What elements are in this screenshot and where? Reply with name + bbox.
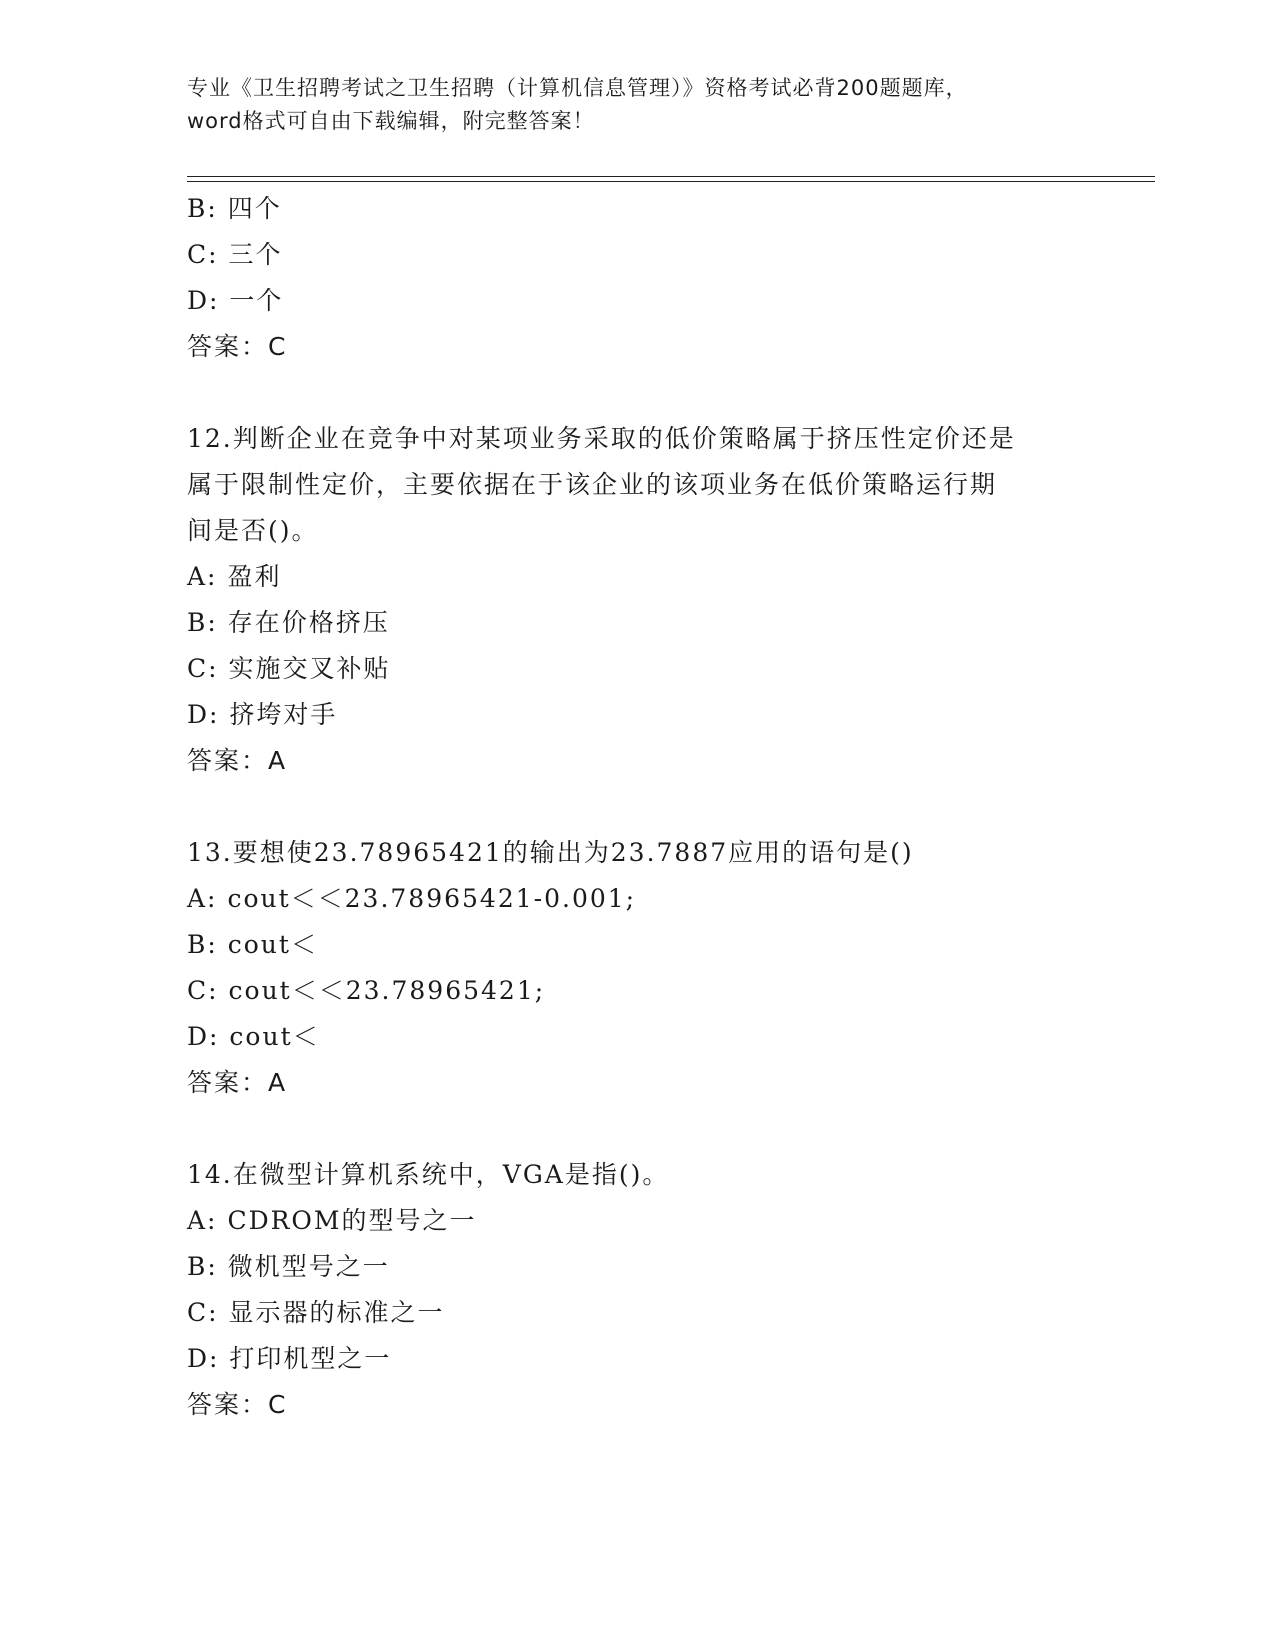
option-label: B: (187, 608, 218, 637)
option-text: 显示器的标准之一 (228, 1298, 445, 1327)
question-text-line: 属于限制性定价，主要依据在于该企业的该项业务在低价策略运行期 (187, 470, 998, 499)
option-label: C: (187, 976, 219, 1005)
document-header (187, 72, 1087, 138)
option-label: D: (187, 1022, 220, 1051)
option-b (187, 922, 1087, 968)
answer-line: 答案：A (187, 746, 288, 775)
option-d (187, 1014, 1087, 1060)
option-text: 三个 (228, 240, 283, 269)
option-label: C: (187, 1298, 219, 1327)
answer-line: 答案：C (187, 332, 288, 361)
option-text: cout＜ (229, 1022, 320, 1051)
question-text-line: 间是否()。 (187, 516, 319, 545)
spacer (187, 784, 1087, 830)
option-label: A: (187, 884, 218, 913)
option-text: 存在价格挤压 (227, 608, 390, 637)
option-d (187, 278, 1087, 324)
answer-line: 答案：C (187, 1390, 288, 1419)
option-text: cout＜＜23.78965421-0.001; (227, 884, 637, 913)
option-a (187, 1198, 1087, 1244)
question-14 (187, 1152, 1087, 1428)
option-c (187, 646, 1087, 692)
header-divider-bottom (187, 181, 1155, 182)
question-list (187, 186, 1087, 1428)
option-label: C: (187, 654, 219, 683)
answer-line: 答案：A (187, 1068, 288, 1097)
question-11-continuation (187, 186, 1087, 370)
option-text: CDROM的型号之一 (227, 1206, 477, 1235)
option-label: D: (187, 286, 220, 315)
header-line-2: word格式可自由下载编辑，附完整答案！ (187, 109, 595, 133)
option-b (187, 186, 1087, 232)
option-label: A: (187, 562, 218, 591)
option-text: 实施交叉补贴 (228, 654, 391, 683)
option-label: A: (187, 1206, 218, 1235)
question-text-line: 14.在微型计算机系统中，VGA是指()。 (187, 1160, 670, 1189)
option-c (187, 232, 1087, 278)
option-label: D: (187, 700, 220, 729)
option-c (187, 968, 1087, 1014)
option-b (187, 600, 1087, 646)
option-a (187, 876, 1087, 922)
option-text: 一个 (229, 286, 284, 315)
option-text: 打印机型之一 (229, 1344, 392, 1373)
option-text: 四个 (227, 194, 282, 223)
option-label: C: (187, 240, 219, 269)
header-line-1: 专业《卫生招聘考试之卫生招聘（计算机信息管理）》资格考试必背200题题库， (187, 76, 968, 100)
option-label: B: (187, 930, 218, 959)
option-d (187, 692, 1087, 738)
option-a (187, 554, 1087, 600)
header-divider-top (187, 176, 1155, 177)
option-label: B: (187, 1252, 218, 1281)
option-text: 盈利 (227, 562, 282, 591)
spacer (187, 1106, 1087, 1152)
option-text: cout＜ (227, 930, 318, 959)
option-d (187, 1336, 1087, 1382)
spacer (187, 370, 1087, 416)
option-label: D: (187, 1344, 220, 1373)
question-text-line: 12.判断企业在竞争中对某项业务采取的低价策略属于挤压性定价还是 (187, 424, 1016, 453)
option-text: 挤垮对手 (229, 700, 338, 729)
option-text: cout＜＜23.78965421; (228, 976, 546, 1005)
option-text: 微机型号之一 (227, 1252, 390, 1281)
option-label: B: (187, 194, 218, 223)
question-12 (187, 416, 1087, 784)
option-c (187, 1290, 1087, 1336)
option-b (187, 1244, 1087, 1290)
question-13 (187, 830, 1087, 1106)
question-text-line: 13.要想使23.78965421的输出为23.7887应用的语句是() (187, 838, 914, 867)
